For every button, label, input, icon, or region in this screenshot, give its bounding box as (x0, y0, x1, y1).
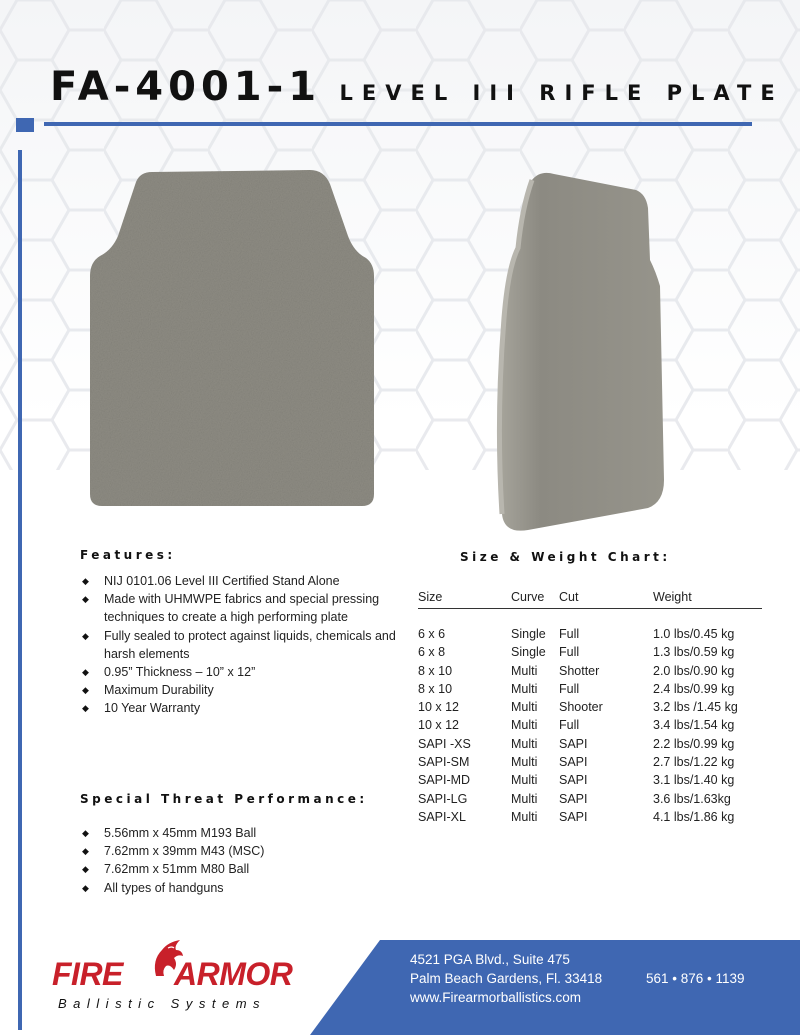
diamond-bullet-icon: ◆ (82, 630, 89, 641)
diamond-bullet-icon: ◆ (82, 576, 89, 586)
table-row (418, 771, 758, 789)
diamond-bullet-icon: ◆ (82, 882, 89, 893)
table-row (418, 716, 758, 734)
chart-table (418, 588, 758, 826)
table-cell: 6 x 8 (418, 645, 446, 660)
table-row (418, 698, 758, 716)
table-cell: Shooter (559, 700, 603, 715)
table-cell: 1.0 lbs/0.45 kg (653, 627, 735, 641)
table-cell: Full (559, 681, 580, 696)
table-cell: Multi (511, 663, 538, 678)
features-list (80, 572, 400, 718)
table-row (418, 808, 758, 826)
table-cell: 2.4 lbs/0.99 kg (653, 681, 735, 696)
table-cell: Multi (511, 718, 538, 733)
table-cell: Full (559, 627, 580, 641)
threat-heading: Special Threat Performance: (80, 792, 368, 806)
table-cell: SAPI (559, 736, 588, 751)
list-item: ◆ NIJ 0101.06 Level III Certified Stand Alone (80, 572, 400, 590)
plate-front-image (86, 166, 378, 510)
product-subtitle: LEVEL III RIFLE PLATE (339, 81, 784, 105)
table-cell: 2.2 lbs/0.99 kg (653, 736, 735, 751)
table-cell: SAPI -XS (418, 736, 471, 751)
features-section (80, 548, 400, 718)
table-cell: Multi (511, 700, 538, 715)
chart-body (418, 625, 758, 826)
table-cell: Multi (511, 755, 538, 770)
column-header: Cut (559, 590, 579, 604)
table-cell: Full (559, 718, 580, 733)
table-cell: 10 x 12 (418, 700, 460, 715)
table-row (418, 643, 758, 661)
table-cell: 8 x 10 (418, 663, 453, 678)
list-item: ◆ 7.62mm x 39mm M43 (MSC) (80, 842, 400, 860)
diamond-bullet-icon: ◆ (82, 703, 89, 714)
diamond-bullet-icon: ◆ (82, 846, 89, 857)
table-cell: 3.1 lbs/1.40 kg (653, 773, 735, 788)
table-cell: SAPI (559, 755, 588, 770)
table-row (418, 680, 758, 698)
diamond-bullet-icon: ◆ (82, 685, 89, 696)
table-cell: Full (559, 645, 580, 660)
list-item: ◆ 0.95” Thickness – 10” x 12” (80, 663, 400, 681)
list-item: ◆ Fully sealed to protect against liquids, chemicals and harsh elements (82, 628, 396, 661)
diamond-bullet-icon: ◆ (82, 594, 89, 605)
table-cell: 10 x 12 (418, 718, 460, 733)
list-item: ◆ All types of handguns (80, 879, 400, 897)
title-rule-square (16, 118, 34, 132)
company-address (410, 950, 602, 1007)
table-cell: Multi (511, 681, 538, 696)
table-cell: Single (511, 645, 546, 660)
table-cell: 6 x 6 (418, 627, 446, 641)
table-row (418, 753, 758, 771)
table-row (418, 625, 758, 643)
table-cell: Multi (511, 809, 538, 824)
table-cell: Single (511, 627, 546, 641)
table-cell: SAPI-XL (418, 809, 466, 824)
diamond-bullet-icon: ◆ (82, 667, 89, 678)
address-line-2: Palm Beach Gardens, Fl. 33418 (410, 971, 603, 986)
table-row (418, 790, 758, 808)
threat-list (80, 824, 400, 897)
table-cell: 1.3 lbs/0.59 kg (653, 645, 735, 660)
list-item: ◆ Made with UHMWPE fabrics and special pressing techniques to create a high performing plate (82, 592, 380, 625)
list-item: ◆ 7.62mm x 51mm M80 Ball (80, 860, 400, 878)
table-cell: SAPI (559, 791, 588, 806)
left-accent-bar (18, 150, 22, 1030)
title-rule-line (44, 122, 752, 126)
model-number: FA-4001-1 (50, 64, 322, 110)
table-cell: 3.2 lbs /1.45 kg (653, 700, 738, 715)
table-cell: Multi (511, 736, 538, 751)
logo-word-fire: FIRE (52, 956, 123, 992)
diamond-bullet-icon: ◆ (82, 864, 89, 875)
table-cell: 8 x 10 (418, 681, 453, 696)
table-cell: 2.7 lbs/1.22 kg (653, 755, 735, 770)
column-header: Weight (653, 590, 692, 604)
table-cell: 2.0 lbs/0.90 kg (653, 663, 735, 678)
table-row (418, 662, 758, 680)
fire-armor-logo (52, 938, 302, 1018)
table-cell: SAPI-LG (418, 791, 468, 806)
table-cell: SAPI-SM (418, 755, 470, 770)
list-item: ◆ Maximum Durability (80, 681, 400, 699)
table-cell: Multi (511, 773, 538, 788)
size-weight-chart (418, 550, 758, 826)
table-cell: SAPI (559, 809, 588, 824)
column-header: Curve (511, 590, 545, 604)
table-cell: 4.1 lbs/1.86 kg (653, 809, 735, 824)
address-line-1: 4521 PGA Blvd., Suite 475 (410, 952, 570, 967)
logo-tagline: Ballistic Systems (58, 996, 267, 1011)
features-heading: Features: (80, 548, 176, 562)
plate-side-image (488, 168, 668, 534)
table-cell: Shotter (559, 663, 600, 678)
phone-number: 561 • 876 • 1139 (646, 971, 745, 986)
chart-title: Size & Weight Chart: (460, 550, 671, 564)
table-cell: 3.6 lbs/1.63kg (653, 791, 731, 806)
table-cell: SAPI-MD (418, 773, 471, 788)
chart-header-row (418, 588, 762, 609)
table-cell: 3.4 lbs/1.54 kg (653, 718, 735, 733)
table-row (418, 735, 758, 753)
table-cell: Multi (511, 791, 538, 806)
page-title (50, 64, 784, 110)
column-header: Size (418, 590, 443, 604)
list-item: ◆ 5.56mm x 45mm M193 Ball (80, 824, 400, 842)
threat-section (80, 792, 400, 897)
logo-word-armor: ARMOR (174, 956, 293, 992)
diamond-bullet-icon: ◆ (82, 828, 89, 838)
list-item: ◆ 10 Year Warranty (80, 699, 400, 717)
table-cell: SAPI (559, 773, 588, 788)
website-link[interactable]: www.Firearmorballistics.com (410, 990, 582, 1005)
